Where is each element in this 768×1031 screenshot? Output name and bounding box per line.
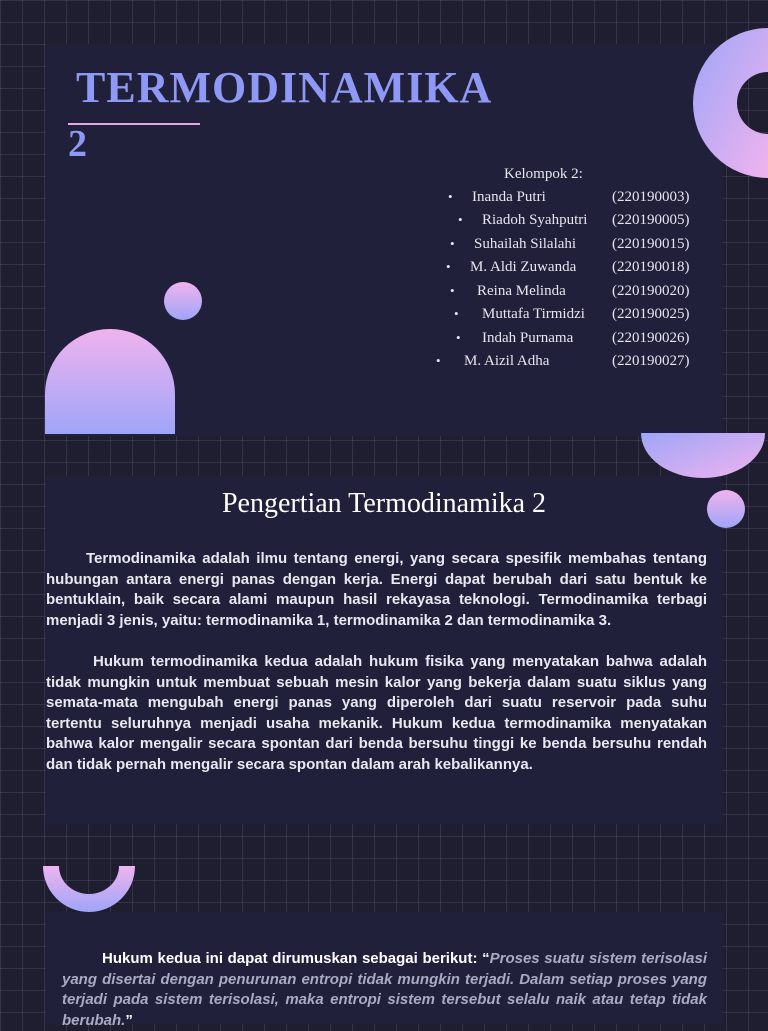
quote-body: Proses suatu sistem terisolasi yang disertai dengan penurunan entropi tidak mungkin terjadi. Dalam setiap proses yang terjadi pada sistem terisolasi, maka entropi sistem tersebut selalu naik atau tetap tidak berubah.	[62, 950, 707, 1029]
group-label: Kelompok 2:	[504, 166, 583, 182]
member-id: (220190015)	[612, 236, 690, 252]
title-underline	[68, 123, 200, 125]
quote-paragraph	[62, 949, 707, 1031]
bullet-icon: •	[448, 189, 453, 204]
member-name: Riadoh Syahputri	[482, 212, 588, 228]
quote-intro: Hukum kedua ini dapat dirumuskan sebagai berikut: “	[102, 950, 490, 967]
member-id: (220190026)	[612, 330, 690, 346]
crescent-bottom	[42, 864, 136, 914]
ring-shape	[688, 28, 768, 178]
member-name: Suhailah Silalahi	[474, 236, 577, 252]
paragraph-second-law: Hukum termodinamika kedua adalah hukum fisika yang menyatakan bahwa adalah tidak mungkin untuk membuat sebuah mesin kalor yang bekerja dalam suatu siklus yang semata-mata mengubah energi panas yang diperoleh dari suatu reservoir pada suhu tertentu seluruhnya menjadi usaha mekanik. Hukum kedua termodinamika menyatakan bahwa kalor mengalir secara spontan dari benda bersuhu tinggi ke benda bersuhu rendah dan tidak pernah mengalir secara spontan dalam arah kebalikannya.	[46, 653, 707, 773]
small-circle-left	[163, 281, 203, 321]
member-id: (220190005)	[612, 212, 690, 228]
member-id: (220190025)	[612, 306, 690, 322]
semicircle-left	[44, 328, 176, 434]
bullet-icon: •	[450, 236, 455, 251]
page-title-number: 2	[68, 123, 87, 165]
member-id: (220190003)	[612, 189, 690, 205]
member-name: Muttafa Tirmidzi	[482, 306, 585, 322]
member-id: (220190018)	[612, 259, 690, 275]
bullet-icon: •	[450, 283, 455, 298]
bullet-icon: •	[446, 259, 451, 274]
member-name: Reina Melinda	[477, 283, 566, 299]
section-title: Pengertian Termodinamika 2	[221, 488, 547, 519]
bullet-icon: •	[456, 330, 461, 345]
member-id: (220190027)	[612, 353, 690, 369]
bullet-icon: •	[436, 353, 441, 368]
member-name: M. Aldi Zuwanda	[470, 259, 577, 275]
quote-close: ”	[125, 1011, 133, 1029]
bullet-icon: •	[458, 212, 463, 227]
paragraph-intro: Termodinamika adalah ilmu tentang energi, yang secara spesifik membahas tentang hubungan antara energi panas dengan kerja. Energi dapat berubah dari satu bentuk ke bentuklain, baik secara alami maupun hasil rekayasa teknologi. Termodinamika terbagi menjadi 3 jenis, yaitu: termodinamika 1, termodinamika 2 dan termodinamika 3.	[46, 550, 707, 629]
page-title: TERMODINAMIKA	[76, 63, 493, 112]
bullet-icon: •	[454, 306, 459, 321]
member-name: M. Aizil Adha	[464, 353, 550, 369]
member-id: (220190020)	[612, 283, 690, 299]
member-name: Inanda Putri	[472, 189, 546, 205]
member-name: Indah Purnama	[482, 330, 574, 346]
semicircle-right	[640, 432, 766, 478]
